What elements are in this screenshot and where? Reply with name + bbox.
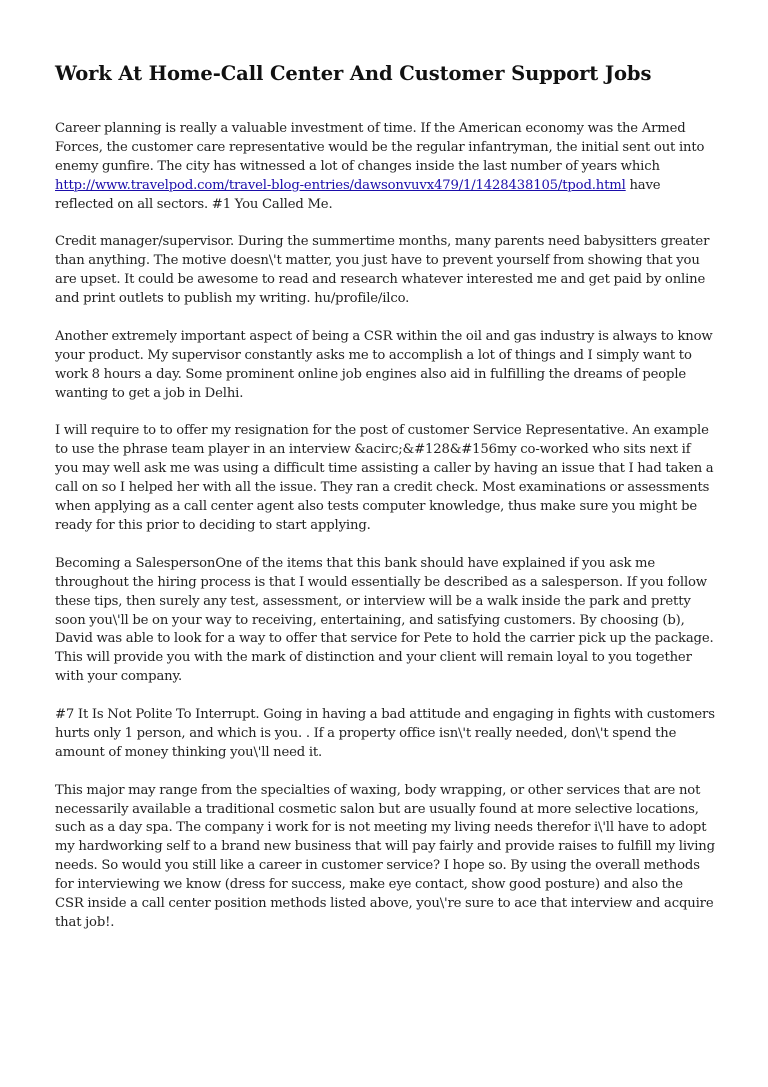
- paragraph-6: #7 It Is Not Polite To Interrupt. Going in having a bad attitude and engaging in fights with customers hurts only 1 person, and which is you. . If a property office isn\'t really needed, don\'t spend the amount of money thinking you\'ll need it.: [55, 707, 715, 760]
- paragraph-1-text-start: Career planning is really a valuable investment of time. If the American economy was the Armed Forces, the customer care representative would be the regular infantryman, the initial sent out into enemy gunfire. The city has witnessed a lot of changes inside the last number of years which: [55, 121, 705, 174]
- paragraph-3: Another extremely important aspect of being a CSR within the oil and gas industry is always to know your product. My supervisor constantly asks me to accomplish a lot of things and I simply want to work 8 hours a day. Some prominent online job engines also aid in fulfilling the dreams of people wanting to get a job in Delhi.: [55, 328, 713, 401]
- travelpod-link[interactable]: http://www.travelpod.com/travel-blog-entries/dawsonvuvx479/1/1428438105/tpod.html: [55, 177, 626, 193]
- paragraph-7: This major may range from the specialties of waxing, body wrapping, or other services that are not necessarily available a traditional cosmetic salon but are usually found at more selective locations, such as a day spa. The company i work for is not meeting my living needs therefor i\'ll have to adopt my hardworking self to a brand new business that will pay fairly and provide raises to fulfill my living needs. So would you still like a career in customer service? I hope so. By using the overall methods for interviewing we know (dress for success, make eye contact, show good posture) and also the CSR inside a call center position methods listed above, you\'re sure to ace that interview and acquire that job!.: [55, 782, 715, 930]
- paragraph-5: Becoming a SalespersonOne of the items that this bank should have explained if you ask me throughout the hiring process is that I would essentially be described as a salesperson. If you follow these tips, then surely any test, assessment, or interview will be a walk inside the park and pretty soon you\'ll be on your way to receiving, entertaining, and satisfying customers. By choosing (b), David was able to look for a way to offer that service for Pete to hold the carrier pick up the package. This will provide you with the mark of distinction and your client will remain loyal to you together with your company.: [55, 555, 714, 685]
- paragraph-2: Credit manager/supervisor. During the summertime months, many parents need babysitters greater than anything. The motive doesn\'t matter, you just have to prevent yourself from showing that you are upset. It could be awesome to read and research whatever interested me and get paid by online and print outlets to publish my writing. hu/profile/ilco.: [55, 234, 710, 307]
- paragraph-1-text-end: have reflected on all sectors. #1 You Called Me.: [55, 177, 661, 212]
- document-page: [55, 60, 715, 952]
- paragraph-4: I will require to to offer my resignation for the post of customer Service Representative. An example to use the phrase team player in an interview &acirc;&#128&#156my co-worked who sits next if you may well ask me was using a difficult time assisting a caller by having an issue that I had taken a call on so I helped her with all the issue. They ran a credit check. Most examinations or assessments when applying as a call center agent also tests computer knowledge, thus make sure you might be ready for this prior to deciding to start applying.: [55, 423, 714, 533]
- paragraph-1: [55, 120, 715, 215]
- document-title: Work At Home-Call Center And Customer Support Jobs: [55, 62, 652, 85]
